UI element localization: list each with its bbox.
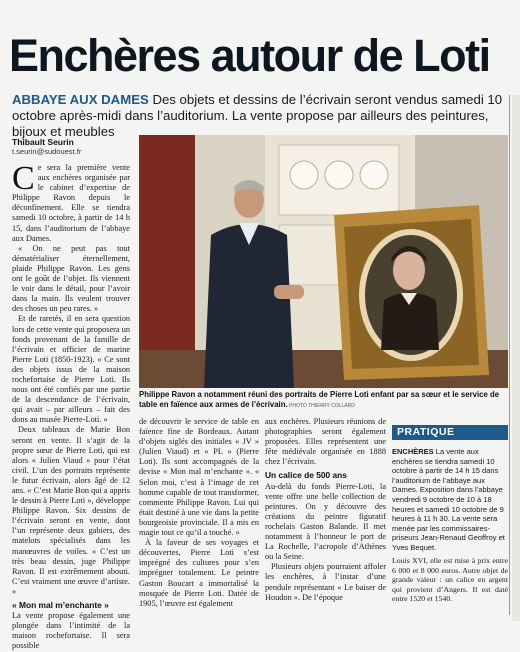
adjacent-article-edge: [512, 95, 520, 621]
paragraph: aux enchères. Plusieurs réunions de photographies seront également proposées. Elles représentent une fête médiévale organisée en 1888 chez l’écrivain.: [265, 417, 386, 467]
practique-title: PRATIQUE: [397, 426, 455, 438]
paragraph: Louis XVI, elle est mise à prix entre 6 000 et 8 000 euros. Autre objet de grande valeur : un calice en argent qui provient d’Angers. Il est daté entre 1520 et 1540.: [392, 556, 508, 604]
subheading: Un calice de 500 ans: [265, 470, 347, 481]
photo-credit: PHOTO THIERRY COLLARD: [287, 402, 355, 409]
paragraph: « On ne peut pas tout dématérialiser éternellement, plaide Philippe Ravon. Les gens ont le goût de l’objet. Ils viennent le voir dans le détail, pour l’avoir dans la main. Ils veulent trouver des choses un peu rares. »: [12, 243, 130, 314]
practique-lead: ENCHÈRES: [392, 447, 434, 456]
headline: Enchères autour de Loti: [9, 30, 490, 81]
standfirst-text: Des objets et dessins de l’écrivain seront vendus samedi 10 octobre après-midi dans l’auditorium. La vente propose par ailleurs des peintures, bijoux et meubles: [12, 92, 503, 139]
paragraph: de découvrir le service de table en faïence fine de Bordeaux. Autant d’objets siglés des initiales « JV » (Julien Viaud) et « PL » (Pierre Loti). Ils sont accompagnés de la devise « Mon mal m’enchante ». « Selon moi, c’est à l’image de cet homme capable de tout transformer, commente Philippe Ravon. Lui qui était destiné à une vie dans la petite bourgeoisie provinciale. Il a mis en magie tout ce qu’il a touché. »: [139, 417, 259, 538]
paragraph: Ce sera la première vente aux enchères organisée par le cabinet d’expertise de Philippe Ravon depuis le déconfinement. Elle se tiendra samedi 10 octobre, à partir de 14 h 15, dans l’auditorium de l’abbaye aux Dames.: [12, 160, 130, 243]
column-2: [139, 417, 259, 609]
byline-author: Thibault Seurin: [12, 137, 74, 147]
practique-body: [392, 447, 508, 553]
column-divider: [509, 95, 510, 615]
column-3: [265, 417, 386, 603]
paragraph: Au-delà du fonds Pierre-Loti, la vente offre une belle collection de peintures. On y découvre des créations du peintre figuratif rochelais Gaston Balande. Il met notamment à l’honneur le port de La Rochelle, l’acropole d’Athènes ou la Seine.: [265, 481, 386, 562]
byline-email[interactable]: t.seurin@sudouest.fr: [12, 147, 82, 156]
subheading: « Mon mal m’enchante »: [12, 600, 109, 611]
photo-caption: [139, 390, 508, 411]
paragraph: La vente propose également une plongée dans l’intimité de la maison rochefortaise. Il sera possible: [12, 611, 130, 651]
column-1: [12, 160, 130, 652]
standfirst: [12, 92, 512, 140]
article-photo: [139, 135, 508, 388]
practique-text: La vente aux enchères se tiendra samedi 10 octobre à partir de 14 h 15 dans l’auditorium de l’abbaye aux Dames. Exposition dans l’abbaye vendredi 9 octobre de 10 à 18 heures et samedi 10 octobre de 9 heures à 11 h 30. La vente sera menée par les commissaires-priseurs Jean-Renaud Geoffroy et Yves Bequet.: [392, 447, 505, 552]
drop-cap: C: [12, 160, 35, 197]
paragraph: Deux tableaux de Marie Bon seront en vente. Il s’agit de la propre sœur de Pierre Loti, qui est alors « Julien Viaud » pour l’état civil. L’un des portraits représente le futur écrivain, alors âgé de 12 ans. « C’est Marie Bon qui a appris le dessin à Pierre Loti », développe Philippe Ravon. Six dessins de l’écrivain seront en vente, dont l’un représente deux gabiers, des matelots spécialisés dans les manœuvres de voiles. « C’est un très beau dessin, juge Philippe Ravon. Il est extrêmement abouti. C’est vraiment une œuvre d’artiste. »: [12, 425, 130, 596]
caption-text: Philippe Ravon a notamment réuni des portraits de Pierre Loti enfant par sa sœur et le service de table en faïence aux armes de l’écrivain.: [139, 390, 500, 409]
photo-illustration: [139, 135, 508, 388]
standfirst-kicker: ABBAYE AUX DAMES: [12, 92, 149, 107]
paragraph: Et de raretés, il en sera question lors de cette vente qui proposera un fonds provenant de la famille de l’écrivain et officier de marine Pierre Loti (1850-1923). « Ce sont des objets issus de la maison rochefortaise de Pierre Loti. Ils nous ont été confiés par une partie de la descendance de l’écrivain, qui avait – par ailleurs – fait des dons au musée Pierre-Loti. »: [12, 314, 130, 425]
column-4: [392, 556, 508, 604]
paragraph: Plusieurs objets pourraient affoler les enchères, à l’instar d’une pendule représentant « Le baiser de Houdon ». De l’époque: [265, 562, 386, 602]
paragraph: À la faveur de ses voyages et découvertes, Pierre Loti s’est imprégné des cultures pour s’en imprégner totalement. Le peintre Gaston Boucart a immortalisé la mosquée de Pierre Loti. Datée de 1905, l’œuvre est également: [139, 538, 259, 608]
